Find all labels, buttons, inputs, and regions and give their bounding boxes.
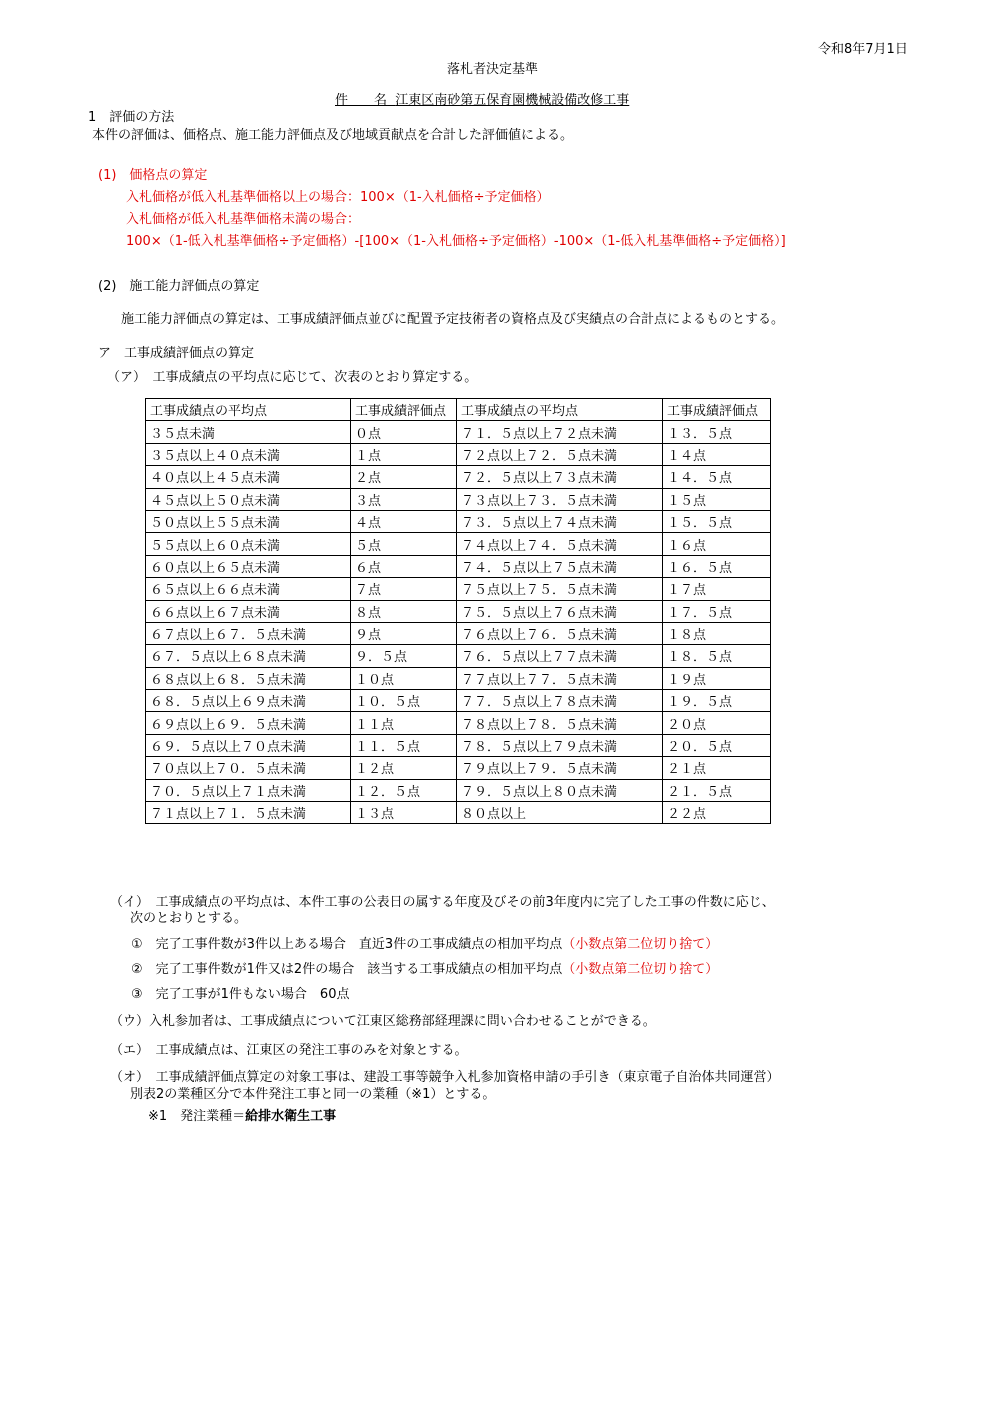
table-row (146, 578, 771, 600)
row-average-2: ７８点以上７８．５点未満 (457, 712, 663, 734)
row-average-1: ５５点以上６０点未満 (146, 533, 351, 555)
row-average-1: ３５点以上４０点未満 (146, 443, 351, 465)
row-score-1: １点 (351, 443, 457, 465)
row-score-2: １４点 (663, 443, 771, 465)
table-row (146, 734, 771, 756)
row-score-2: １６点 (663, 533, 771, 555)
row-score-1: ３点 (351, 488, 457, 510)
section1-heading: 1 評価の方法 (88, 110, 175, 125)
row-average-2: ７６．５点以上７７点未満 (457, 645, 663, 667)
row-average-1: ６９．５点以上７０点未満 (146, 734, 351, 756)
note1-label: ※1 発注業種＝ (148, 1109, 246, 1124)
row-score-2: １３．５点 (663, 421, 771, 443)
sub-i-line1: （イ） 工事成績点の平均点は、本件工事の公表日の属する年度及びその前3年度内に完了した工事の件数に応じ、 (110, 895, 775, 910)
project-label: 件 名 (335, 93, 388, 108)
row-average-2: ７４．５点以上７５点未満 (457, 555, 663, 577)
row-average-1: ６５点以上６６点未満 (146, 578, 351, 600)
row-average-2: ７５．５点以上７６点未満 (457, 600, 663, 622)
row-score-2: ２１点 (663, 757, 771, 779)
row-score-1: ２点 (351, 466, 457, 488)
row-average-1: ６８．５点以上６９点未満 (146, 690, 351, 712)
section1-text: 本件の評価は、価格点、施工能力評価点及び地域貢献点を合計した評価値による。 (92, 128, 574, 143)
row-score-2: １８．５点 (663, 645, 771, 667)
header-score-1: 工事成績評価点 (351, 399, 457, 421)
row-average-1: ７１点以上７１．５点未満 (146, 802, 351, 824)
header-average-1: 工事成績点の平均点 (146, 399, 351, 421)
price-formula-2-label: 入札価格が低入札基準価格未満の場合： (126, 212, 361, 227)
table-row (146, 600, 771, 622)
item1-note: （小数点第二位切り捨て） (562, 937, 719, 952)
table-row (146, 555, 771, 577)
row-average-2: ７１．５点以上７２点未満 (457, 421, 663, 443)
price-formula-2: 100×（1-低入札基準価格÷予定価格）-[100×（1-入札価格÷予定価格）-100×（1-低入札基準価格÷予定価格）] (126, 234, 786, 249)
table-row (146, 622, 771, 644)
row-score-2: １５点 (663, 488, 771, 510)
row-score-1: ９．５点 (351, 645, 457, 667)
sub-i-item3: ③ 完了工事が1件もない場合 60点 (131, 987, 350, 1002)
table-row (146, 712, 771, 734)
row-average-2: ７６点以上７６．５点未満 (457, 622, 663, 644)
row-score-2: ２０点 (663, 712, 771, 734)
table-row (146, 802, 771, 824)
sub-u-text: （ウ）入札参加者は、工事成績点について江東区総務部経理課に問い合わせることができる。 (110, 1014, 656, 1029)
sub-o-line2: 別表2の業種区分で本件発注工事と同一の業種（※1）とする。 (130, 1087, 496, 1102)
row-average-2: ７３点以上７３．５点未満 (457, 488, 663, 510)
row-average-1: ５０点以上５５点未満 (146, 510, 351, 532)
row-score-1: ８点 (351, 600, 457, 622)
note1-value: 給排水衛生工事 (245, 1109, 337, 1124)
row-score-2: １６．５点 (663, 555, 771, 577)
note1 (148, 1109, 336, 1125)
header-average-2: 工事成績点の平均点 (457, 399, 663, 421)
row-average-1: ６９点以上６９．５点未満 (146, 712, 351, 734)
row-score-1: ５点 (351, 533, 457, 555)
item1-text: ① 完了工事件数が3件以上ある場合 直近3件の工事成績点の相加平均点 (131, 937, 563, 952)
item2-text: ② 完了工事件数が1件又は2件の場合 該当する工事成績点の相加平均点 (131, 962, 563, 977)
row-score-1: １０点 (351, 667, 457, 689)
grade-table (145, 398, 771, 824)
row-average-1: ６８点以上６８．５点未満 (146, 667, 351, 689)
capability-heading: (2) 施工能力評価点の算定 (98, 279, 260, 294)
row-average-2: ７７点以上７７．５点未満 (457, 667, 663, 689)
row-average-2: ７８．５点以上７９点未満 (457, 734, 663, 756)
row-score-2: ２０．５点 (663, 734, 771, 756)
table-row (146, 690, 771, 712)
capability-text: 施工能力評価点の算定は、工事成績評価点並びに配置予定技術者の資格点及び実績点の合計点によるものとする。 (121, 312, 785, 327)
price-heading: (1) 価格点の算定 (98, 168, 208, 183)
sub-o-line1: （オ） 工事成績評価点算定の対象工事は、建設工事等競争入札参加資格申請の手引き（東京電子自治体共同運営） (110, 1070, 780, 1085)
item2-note: （小数点第二位切り捨て） (562, 962, 719, 977)
row-average-1: ６６点以上６７点未満 (146, 600, 351, 622)
table-row (146, 421, 771, 443)
row-average-2: ７２．５点以上７３点未満 (457, 466, 663, 488)
table-row (146, 779, 771, 801)
table-row (146, 645, 771, 667)
price-formula-1: 入札価格が低入札基準価格以上の場合：100×（1-入札価格÷予定価格） (126, 190, 550, 205)
row-score-1: ６点 (351, 555, 457, 577)
sub-i-line2: 次のとおりとする。 (130, 911, 248, 926)
row-score-2: １７点 (663, 578, 771, 600)
row-score-1: １２．５点 (351, 779, 457, 801)
row-average-2: ７５点以上７５．５点未満 (457, 578, 663, 600)
table-header-row (146, 399, 771, 421)
row-score-1: １２点 (351, 757, 457, 779)
row-score-1: １０．５点 (351, 690, 457, 712)
row-average-1: ４０点以上４５点未満 (146, 466, 351, 488)
row-score-1: ０点 (351, 421, 457, 443)
table-row (146, 488, 771, 510)
table-row (146, 466, 771, 488)
row-average-1: ７０点以上７０．５点未満 (146, 757, 351, 779)
sub-a-text: （ア） 工事成績点の平均点に応じて、次表のとおり算定する。 (107, 370, 478, 385)
project-line (335, 93, 629, 109)
row-score-2: ２１．５点 (663, 779, 771, 801)
row-average-1: ４５点以上５０点未満 (146, 488, 351, 510)
table-row (146, 443, 771, 465)
row-average-1: ６７点以上６７．５点未満 (146, 622, 351, 644)
row-score-1: １１点 (351, 712, 457, 734)
row-average-2: ７４点以上７４．５点未満 (457, 533, 663, 555)
row-average-1: ３５点未満 (146, 421, 351, 443)
row-average-2: ７２点以上７２．５点未満 (457, 443, 663, 465)
table-row (146, 510, 771, 532)
row-score-2: １９点 (663, 667, 771, 689)
sub-e-text: （エ） 工事成績点は、江東区の発注工事のみを対象とする。 (110, 1043, 468, 1058)
row-score-1: ９点 (351, 622, 457, 644)
project-name: 江東区南砂第五保育園機械設備改修工事 (395, 93, 630, 108)
row-average-2: ８０点以上 (457, 802, 663, 824)
row-score-1: ７点 (351, 578, 457, 600)
row-score-2: ２２点 (663, 802, 771, 824)
row-score-2: １８点 (663, 622, 771, 644)
row-average-2: ７７．５点以上７８点未満 (457, 690, 663, 712)
row-score-1: １３点 (351, 802, 457, 824)
row-average-2: ７３．５点以上７４点未満 (457, 510, 663, 532)
row-average-1: ６０点以上６５点未満 (146, 555, 351, 577)
row-average-2: ７９点以上７９．５点未満 (457, 757, 663, 779)
row-average-1: ７０．５点以上７１点未満 (146, 779, 351, 801)
table-row (146, 757, 771, 779)
sub-i-item1 (131, 937, 718, 953)
table-row (146, 667, 771, 689)
table-row (146, 533, 771, 555)
row-score-1: １１．５点 (351, 734, 457, 756)
row-average-2: ７９．５点以上８０点未満 (457, 779, 663, 801)
row-score-2: １４．５点 (663, 466, 771, 488)
section-a-heading: ア 工事成績評価点の算定 (98, 346, 255, 361)
row-score-2: １９．５点 (663, 690, 771, 712)
row-score-2: １７．５点 (663, 600, 771, 622)
header-score-2: 工事成績評価点 (663, 399, 771, 421)
document-date: 令和8年7月1日 (818, 42, 908, 57)
row-average-1: ６７．５点以上６８点未満 (146, 645, 351, 667)
sub-i-item2 (131, 962, 718, 978)
row-score-2: １５．５点 (663, 510, 771, 532)
document-title: 落札者決定基準 (447, 62, 539, 77)
row-score-1: ４点 (351, 510, 457, 532)
